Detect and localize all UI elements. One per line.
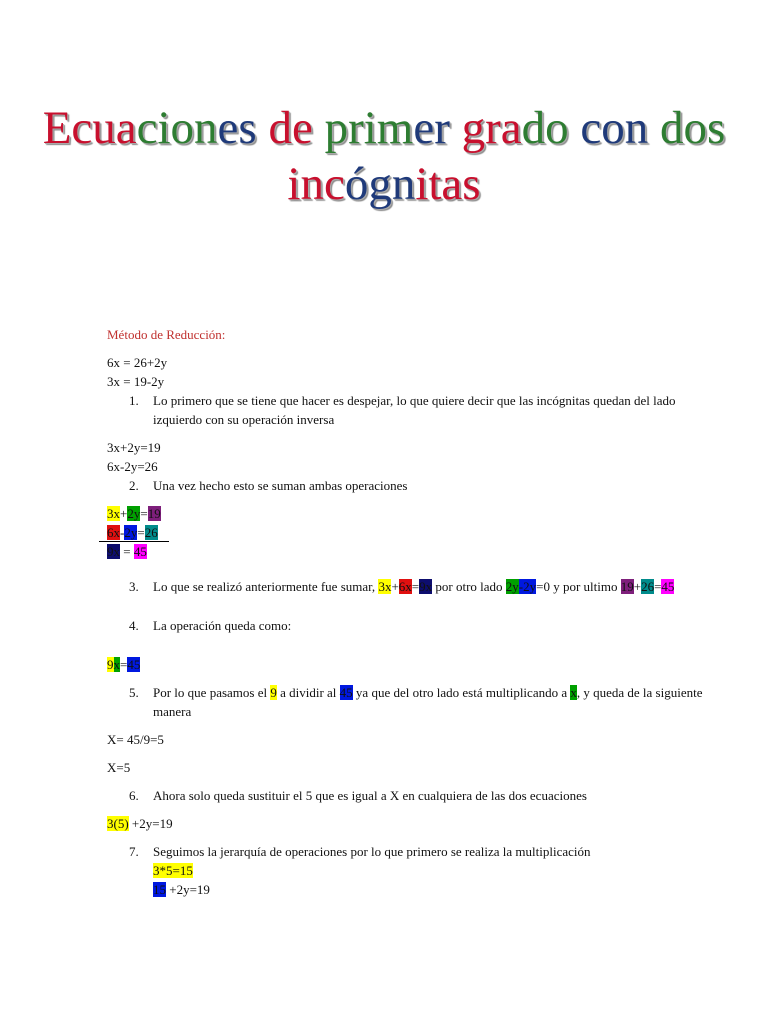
- title-line-2: [0, 156, 768, 212]
- list-item: [107, 476, 707, 495]
- title-segment: de: [268, 102, 325, 154]
- title-segment: er: [413, 102, 462, 154]
- list-item: [107, 842, 707, 899]
- list-number: 6.: [129, 788, 139, 803]
- title-segment: con: [580, 102, 661, 154]
- sum-row-3: [107, 542, 707, 561]
- highlight-term: 19: [147, 506, 161, 521]
- highlight-term: 26: [144, 525, 158, 540]
- list-number: 5.: [129, 685, 139, 700]
- list-number: 4.: [129, 618, 139, 633]
- title-segment: Ecua: [42, 102, 137, 154]
- title-segment: ógn: [344, 158, 416, 210]
- operator: =: [137, 525, 145, 540]
- highlight-term: 45: [133, 544, 147, 559]
- list-number: 2.: [129, 478, 139, 493]
- list-number: 7.: [129, 844, 139, 859]
- equation-line: X=5: [107, 760, 131, 775]
- list-item: [107, 616, 707, 635]
- list-item: [107, 683, 707, 721]
- list-item: [107, 391, 707, 429]
- highlight-term: 2y: [127, 506, 141, 521]
- list-text: Por lo que pasamos el 9 a dividir al 45 ya que del otro lado está multiplicando a x, y queda de la siguiente manera: [153, 685, 703, 719]
- list-subline: 3*5=15: [153, 863, 193, 878]
- list-number: 3.: [129, 579, 139, 594]
- title-segment: gra: [461, 102, 522, 154]
- title-segment: es: [217, 102, 269, 154]
- document-title: [0, 100, 768, 212]
- title-segment: cion: [136, 102, 218, 154]
- list-text: Lo que se realizó anteriormente fue sumar, 3x+6x=9x por otro lado 2y-2y=0 y por ultimo 19+26=45: [153, 579, 675, 594]
- equation-line: 3x+2y=19: [107, 440, 161, 455]
- list-text: La operación queda como:: [153, 618, 292, 633]
- highlight-term: 3x: [107, 506, 120, 521]
- equation-line: 3x = 19-2y: [107, 374, 165, 389]
- list-text: Una vez hecho esto se suman ambas operaciones: [153, 478, 408, 493]
- operator: +: [120, 506, 128, 521]
- equation-line: 9x=45: [107, 657, 141, 672]
- list-number: 1.: [129, 393, 139, 408]
- list-item: [107, 577, 707, 596]
- equation-line: 6x = 26+2y: [107, 355, 168, 370]
- highlight-term: 2y: [124, 525, 138, 540]
- title-segment: inc: [287, 158, 345, 210]
- title-segment: do: [521, 102, 581, 154]
- title-line-1: [0, 100, 768, 156]
- title-segment: itas: [415, 158, 481, 210]
- sum-block: [107, 504, 707, 561]
- sum-row-2: [107, 523, 707, 542]
- equation-line: 3(5) +2y=19: [107, 816, 173, 831]
- list-text: Ahora solo queda sustituir el 5 que es igual a X en cualquiera de las dos ecuaciones: [153, 788, 587, 803]
- title-segment: dos: [660, 102, 726, 154]
- operator: =: [120, 544, 134, 559]
- equation-line: X= 45/9=5: [107, 732, 164, 747]
- list-subline: 15 +2y=19: [153, 882, 210, 897]
- highlight-term: 6x: [107, 525, 120, 540]
- section-heading: Método de Reducción:: [107, 327, 226, 342]
- operator: -: [120, 525, 125, 540]
- document-body: [107, 325, 707, 899]
- sum-underline: [99, 541, 169, 542]
- list-text: Lo primero que se tiene que hacer es despejar, lo que quiere decir que las incógnitas quedan del lado izquierdo con su operación inversa: [153, 393, 676, 427]
- title-segment: prim: [324, 102, 414, 154]
- sum-row-1: [107, 504, 707, 523]
- list-item: [107, 786, 707, 805]
- equation-line: 6x-2y=26: [107, 459, 158, 474]
- operator: =: [140, 506, 148, 521]
- highlight-term: 9x: [107, 544, 120, 559]
- list-text: Seguimos la jerarquía de operaciones por lo que primero se realiza la multiplicación: [153, 844, 591, 859]
